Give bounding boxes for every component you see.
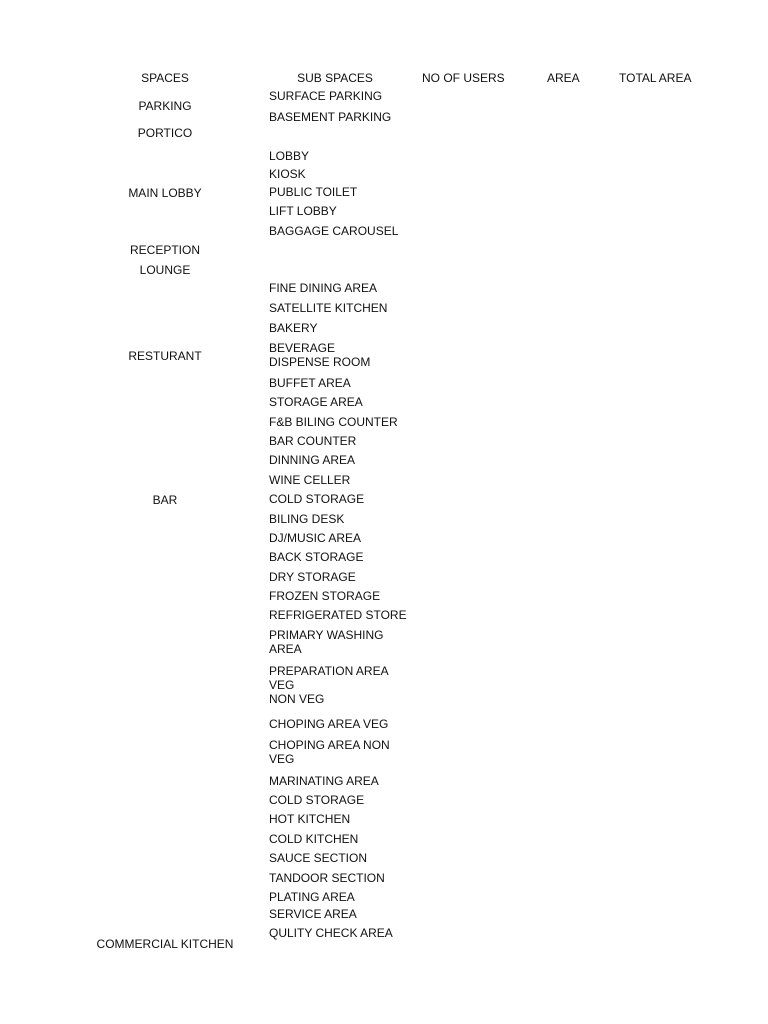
space-commercial-kitchen: COMMERCIAL KITCHEN xyxy=(96,937,234,948)
sub-space: COLD STORAGE xyxy=(269,492,365,506)
sub-space: REFRIGERATED STORE xyxy=(269,608,407,622)
sub-space: BASEMENT PARKING xyxy=(269,110,392,124)
sub-space: NON VEG xyxy=(269,692,325,706)
sub-space: QULITY CHECK AREA xyxy=(269,926,393,940)
sub-space: FINE DINING AREA xyxy=(269,281,378,295)
sub-space: BAKERY xyxy=(269,321,318,335)
sub-space: BAR COUNTER xyxy=(269,434,357,448)
sub-space: HOT KITCHEN xyxy=(269,812,351,826)
space-portico: PORTICO xyxy=(137,126,193,140)
sub-space: LIFT LOBBY xyxy=(269,204,337,218)
space-reception: RECEPTION xyxy=(129,243,200,257)
sub-space: COLD STORAGE xyxy=(269,793,365,807)
sub-space: DINNING AREA xyxy=(269,453,356,467)
sub-space: STORAGE AREA xyxy=(269,395,363,409)
space-main-lobby: MAIN LOBBY xyxy=(128,186,202,200)
sub-space: CHOPING AREA VEG xyxy=(269,717,389,731)
sub-space: MARINATING AREA xyxy=(269,774,379,788)
sub-space: BILING DESK xyxy=(269,512,345,526)
sub-space: PLATING AREA xyxy=(269,890,355,904)
sub-space: COLD KITCHEN xyxy=(269,832,359,846)
sub-space: BEVERAGE DISPENSE ROOM xyxy=(269,341,371,369)
sub-space: BUFFET AREA xyxy=(269,376,351,390)
space-bar: BAR xyxy=(152,493,178,507)
sub-space: CHOPING AREA NON VEG xyxy=(269,738,390,766)
sub-space: PUBLIC TOILET xyxy=(269,185,358,199)
sub-space: F&B BILING COUNTER xyxy=(269,415,398,429)
sub-space: PRIMARY WASHING AREA xyxy=(269,628,384,656)
sub-space: DRY STORAGE xyxy=(269,570,356,584)
header-no-of-users: NO OF USERS xyxy=(422,71,505,85)
sub-space: TANDOOR SECTION xyxy=(269,871,385,885)
sub-space: KIOSK xyxy=(269,167,306,181)
sub-space: BAGGAGE CAROUSEL xyxy=(269,224,399,238)
sub-space: SURFACE PARKING xyxy=(269,89,383,103)
header-total-area: TOTAL AREA xyxy=(619,71,692,85)
sub-space: PREPARATION AREA VEG xyxy=(269,664,388,692)
header-area: AREA xyxy=(547,71,580,85)
space-parking: PARKING xyxy=(138,99,192,113)
sub-space: WINE CELLER xyxy=(269,473,351,487)
sub-space: LOBBY xyxy=(269,149,310,163)
sub-space: FROZEN STORAGE xyxy=(269,589,381,603)
header-spaces: SPACES xyxy=(141,71,189,85)
sub-space: SAUCE SECTION xyxy=(269,851,368,865)
space-resturant: RESTURANT xyxy=(128,349,202,363)
sub-space: BACK STORAGE xyxy=(269,550,364,564)
sub-space: SERVICE AREA xyxy=(269,907,357,921)
space-lounge: LOUNGE xyxy=(139,263,191,277)
header-sub-spaces: SUB SPACES xyxy=(297,71,373,85)
sub-space: DJ/MUSIC AREA xyxy=(269,531,362,545)
sub-space: SATELLITE KITCHEN xyxy=(269,301,388,315)
